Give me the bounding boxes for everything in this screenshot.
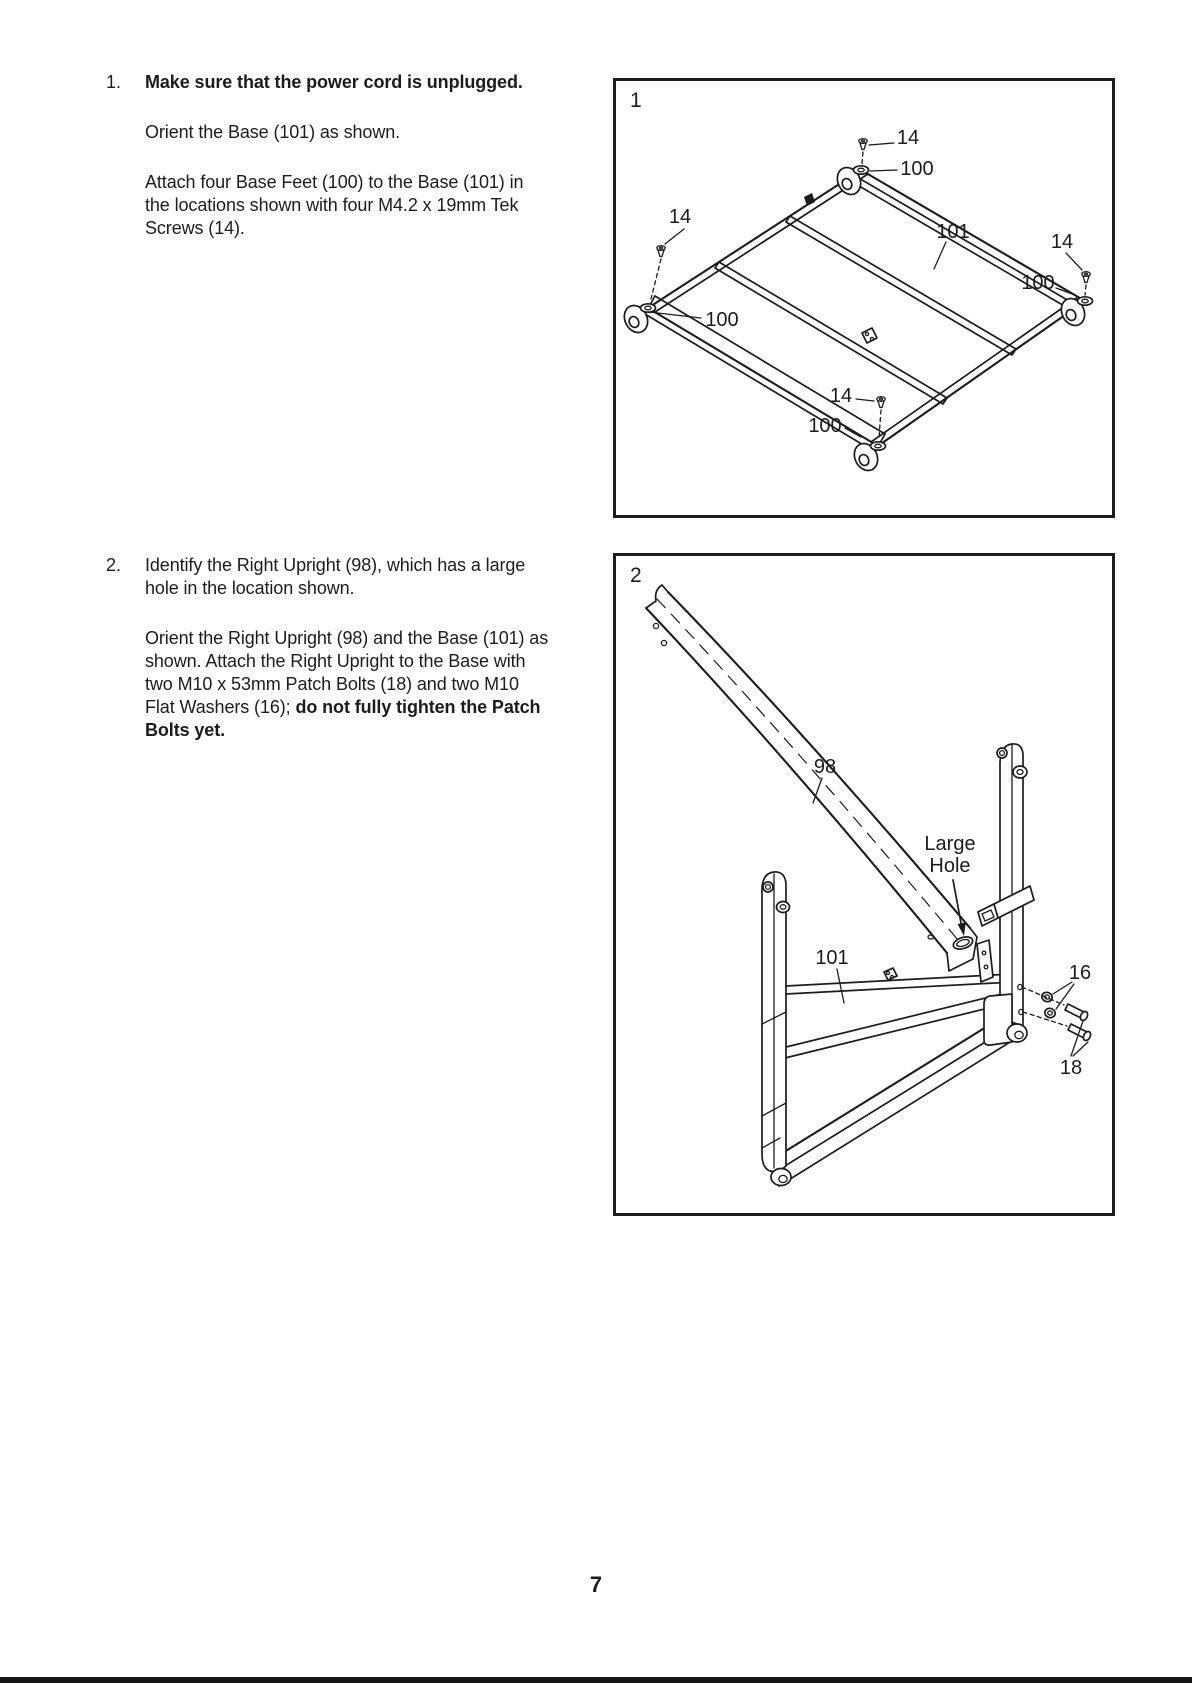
step-2-paragraph-normal: Orient the Right Upright (98) and the Base (101) as shown. Attach the Right Upright to the Base with two M10 x 53mm Patch Bolts (18) and two M10 Flat Washers (16); — [145, 628, 549, 717]
bolt-guide-line — [1022, 987, 1064, 1005]
tek-screw — [657, 246, 665, 257]
step-2-paragraph — [145, 627, 551, 742]
base-foot — [620, 302, 656, 337]
figure-1-number: 1 — [630, 89, 642, 112]
step-1-paragraph: Attach four Base Feet (100) to the Base (101) in the locations shown with four M4.2 x 19mm Tek Screws (14). — [145, 172, 524, 238]
page-number: 7 — [589, 1572, 603, 1597]
part-label-14: 14 — [668, 206, 692, 228]
tek-screw — [877, 397, 885, 408]
screw-guide-line — [651, 259, 661, 299]
part-label-16: 16 — [1068, 962, 1092, 984]
step-1-text — [145, 71, 551, 240]
step-1-heading: Make sure that the power cord is unplugged. — [145, 72, 523, 92]
screw-guide-line — [879, 410, 881, 438]
large-hole-arrow — [953, 880, 961, 923]
step-2 — [106, 554, 551, 769]
part-label-101: 101 — [936, 221, 970, 243]
figure-1-drawing — [616, 81, 1112, 515]
step-2-paragraph-bold: do not fully tighten the Patch Bolts yet. — [145, 697, 541, 740]
upright-foot — [1007, 1024, 1027, 1042]
base-foot — [850, 440, 886, 475]
step-1 — [106, 71, 551, 267]
part-label-100: 100 — [900, 158, 934, 180]
rail-clip — [884, 968, 897, 980]
figure-1-box — [613, 78, 1115, 518]
step-2-text — [145, 554, 551, 742]
part-label-100: 100 — [1021, 272, 1055, 294]
step-1-paragraph: Orient the Base (101) as shown. — [145, 122, 401, 142]
part-label-14: 14 — [896, 127, 920, 149]
part-label-14: 14 — [829, 385, 853, 407]
upright-foot — [771, 1169, 791, 1186]
leader-lines — [649, 143, 1082, 437]
part-label-18: 18 — [1059, 1057, 1083, 1079]
part-label-101: 101 — [815, 947, 849, 969]
frame-bracket — [804, 193, 815, 206]
screw-guide-line — [1085, 285, 1086, 295]
flat-washers — [1041, 991, 1057, 1019]
part-label-100: 100 — [705, 309, 739, 331]
figure-2-box — [613, 553, 1115, 1216]
part-label-98: 98 — [813, 756, 837, 778]
tek-screw — [859, 139, 867, 150]
part-label-100: 100 — [808, 415, 842, 437]
page-footer-rule — [0, 1677, 1192, 1683]
figure-2-number: 2 — [630, 564, 642, 587]
left-upright — [762, 872, 791, 1186]
part-label-14: 14 — [1050, 231, 1074, 253]
screw-guide-line — [862, 152, 863, 164]
base-foot — [1057, 295, 1093, 330]
figure-2-drawing — [616, 556, 1112, 1213]
step-1-number: 1. — [106, 72, 122, 92]
step-2-paragraph: Identify the Right Upright (98), which has a large hole in the location shown. — [145, 555, 526, 598]
large-hole-label: Large Hole — [924, 833, 976, 877]
step-2-number: 2. — [106, 555, 122, 575]
frame-clip — [862, 328, 877, 343]
tek-screw — [1082, 272, 1090, 283]
